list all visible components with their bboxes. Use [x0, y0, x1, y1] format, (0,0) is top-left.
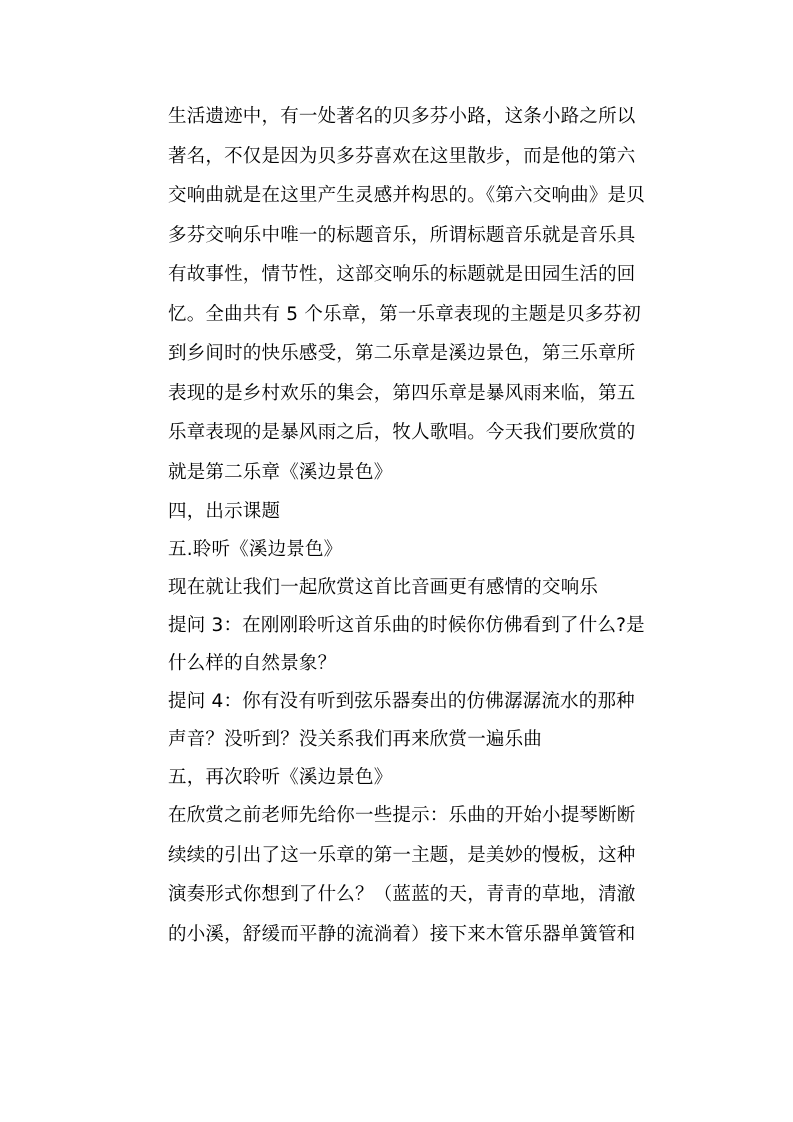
text-line: 生活遗迹中，有一处著名的贝多芬小路，这条小路之所以	[168, 106, 636, 127]
text-line: 交响曲就是在这里产生灵感并构思的。《第六交响曲》是贝	[168, 185, 645, 206]
document-body	[168, 97, 680, 954]
text-line: 五.聆听《溪边景色》	[168, 539, 343, 560]
text-line: 就是第二乐章《溪边景色》	[168, 461, 393, 483]
paragraph-listen-intro	[168, 568, 680, 606]
text-line: 四，出示课题	[168, 501, 281, 522]
text-line: 到乡间时的快乐感受，第二乐章是溪边景色，第三乐章所	[168, 343, 636, 364]
text-line: 提问 3：在刚刚聆听这首乐曲的时候你仿佛看到了什么?是	[168, 615, 645, 636]
text-line: 现在就让我们一起欣赏这首比音画更有感情的交响乐	[168, 577, 599, 598]
paragraph-symphony-intro	[168, 97, 680, 492]
paragraph-question-4	[168, 682, 680, 758]
section-heading-listen-again	[168, 758, 680, 796]
text-line: 著名，不仅是因为贝多芬喜欢在这里散步，而是他的第六	[168, 145, 636, 167]
text-line: 乐章表现的是暴风雨之后，牧人歌唱。今天我们要欣赏的	[168, 422, 636, 443]
text-line: 声音？没听到？没关系我们再来欣赏一遍乐曲	[168, 729, 543, 750]
text-line: 提问 4：你有没有听到弦乐器奏出的仿佛潺潺流水的那种	[168, 691, 635, 712]
section-heading-listen	[168, 530, 680, 568]
section-heading-show-topic	[168, 492, 680, 530]
text-line: 多芬交响乐中唯一的标题音乐，所谓标题音乐就是音乐具	[168, 224, 636, 246]
text-line: 在欣赏之前老师先给你一些提示：乐曲的开始小提琴断断	[168, 805, 636, 826]
text-line: 什么样的自然景象？	[168, 653, 337, 674]
text-line: 忆。全曲共有 5 个乐章，第一乐章表现的主题是贝多芬初	[168, 303, 641, 325]
text-line: 五，再次聆听《溪边景色》	[168, 767, 393, 788]
text-line: 表现的是乡村欢乐的集会，第四乐章是暴风雨来临，第五	[168, 382, 636, 404]
paragraph-hints	[168, 796, 680, 954]
text-line: 有故事性，情节性，这部交响乐的标题就是田园生活的回	[168, 264, 636, 285]
text-line: 的小溪，舒缓而平静的流淌着）接下来木管乐器单簧管和	[168, 923, 636, 945]
text-line: 演奏形式你想到了什么？（蓝蓝的天，青青的草地，清澈	[168, 884, 636, 905]
paragraph-question-3	[168, 606, 680, 682]
text-line: 续续的引出了这一乐章的第一主题，是美妙的慢板，这种	[168, 844, 636, 866]
